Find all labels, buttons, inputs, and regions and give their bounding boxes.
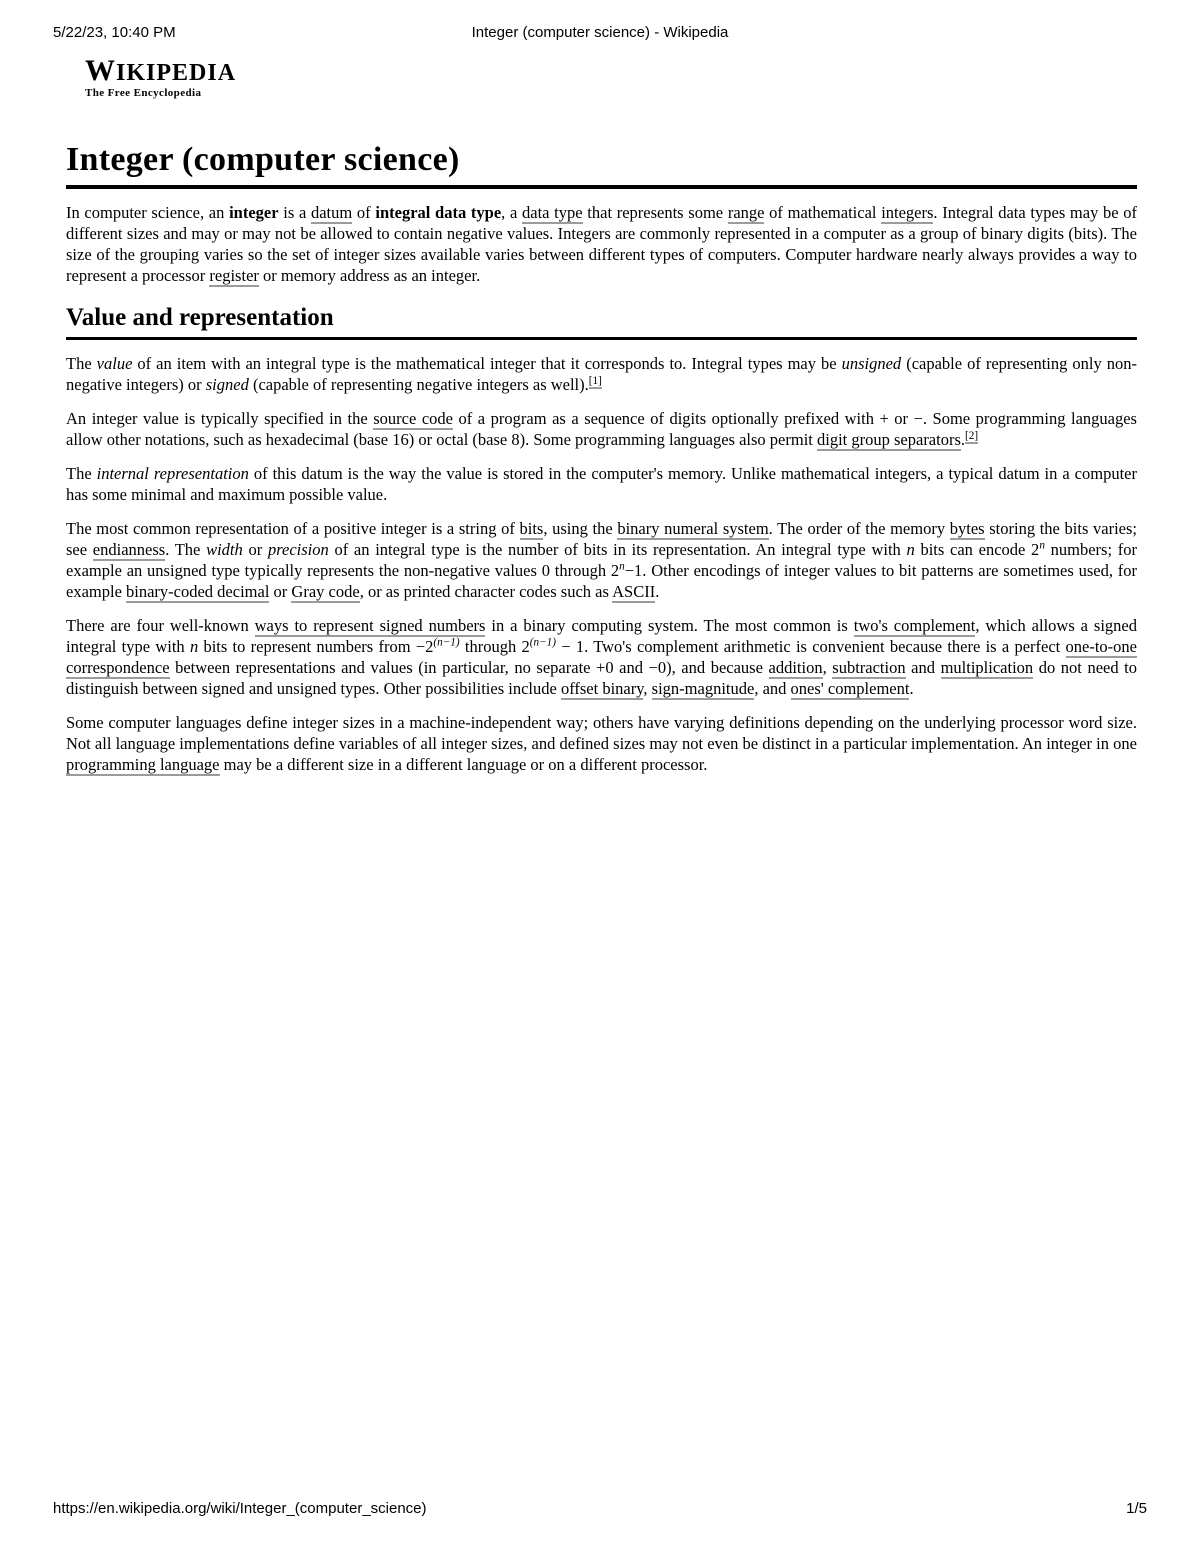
- exponent-text: n: [1039, 539, 1045, 552]
- text-span: . The order of the memory: [768, 519, 950, 538]
- text-span: . Integral data types may be of different sizes and may or may not be allowed to contain negative values. Integers are commonly represented in a computer as a group of binary digits (bits). The size of the grouping varies so the set of integer sizes available varies between different types of computers. Computer hardware nearly always provides a way to represent a processor: [66, 203, 1138, 285]
- text-span: is a: [278, 203, 311, 222]
- text-span: (capable of representing only non-negative integers) or: [66, 354, 1137, 394]
- text-span: − 1. Two's complement arithmetic is convenient because there is a perfect: [556, 637, 1066, 656]
- link-bits[interactable]: bits: [519, 519, 544, 538]
- wikipedia-wordmark: WIKIPEDIA: [85, 54, 237, 87]
- text-span: or: [242, 540, 268, 559]
- link-integers[interactable]: integers: [881, 203, 934, 222]
- reference-link-1[interactable]: [1]: [588, 374, 602, 387]
- paragraph-language-sizes: [66, 712, 1137, 775]
- link-source-code[interactable]: source code: [373, 409, 453, 428]
- link-offset-binary[interactable]: offset binary: [560, 679, 644, 698]
- text-span: of an item with an integral type is the mathematical integer that it corresponds to. Integral types may be: [132, 354, 842, 373]
- text-span: , using the: [543, 519, 618, 538]
- link-binary-coded-decimal[interactable]: binary-coded decimal: [126, 582, 270, 601]
- text-span: Some computer languages define integer sizes in a machine-independent way; others have varying definitions depending on the underlying processor word size. Not all language implementations define variables of all integer sizes, and defined sizes may not even be distinct in a particular implementation. An integer in one: [66, 713, 1137, 753]
- reference-sup: [589, 375, 602, 389]
- footer-url: https://en.wikipedia.org/wiki/Integer_(computer_science): [53, 1500, 427, 1517]
- text-span: of mathematical: [764, 203, 882, 222]
- text-span: numbers; for example an unsigned type typically represents the non-negative values 0 through 2: [66, 540, 1137, 580]
- text-span: through 2: [459, 637, 530, 656]
- paragraph-value: [66, 353, 1137, 395]
- print-page-title: Integer (computer science) - Wikipedia: [471, 24, 729, 41]
- link-sign-magnitude[interactable]: sign-magnitude: [651, 679, 755, 698]
- link-programming-language[interactable]: programming language: [66, 755, 220, 774]
- print-datetime: 5/22/23, 10:40 PM: [53, 24, 176, 41]
- link-gray-code[interactable]: Gray code: [291, 582, 360, 601]
- text-span: do not need to distinguish between signed and unsigned types. Other possibilities include: [66, 658, 1138, 698]
- section-heading-value-and-representation: Value and representation: [66, 303, 1137, 340]
- text-span: bits can encode 2: [914, 540, 1040, 559]
- paragraph-source-code: [66, 408, 1137, 450]
- link-ones-complement[interactable]: ones' complement: [790, 679, 910, 698]
- italic-text: n: [189, 637, 199, 656]
- link-ascii[interactable]: ASCII: [612, 582, 656, 601]
- link-digit-group-separators[interactable]: digit group separators: [817, 430, 961, 449]
- text-span: or: [269, 582, 292, 601]
- italic-text: unsigned: [841, 354, 902, 373]
- exponent-text: n: [619, 560, 625, 573]
- link-endianness[interactable]: endianness: [92, 540, 166, 559]
- text-span: that represents some: [582, 203, 728, 222]
- text-span: In computer science, an: [66, 203, 230, 222]
- bold-text: integral data type: [375, 203, 502, 222]
- text-span: between representations and values (in particular, no separate +0 and −0), and because: [169, 658, 769, 677]
- paragraph-signed-numbers: [66, 615, 1137, 699]
- link-register[interactable]: register: [209, 266, 259, 285]
- reference-sup: [965, 430, 978, 444]
- link-ways-to-represent-signed-numbers[interactable]: ways to represent signed numbers: [254, 616, 486, 635]
- text-span: The: [66, 464, 97, 483]
- text-span: The: [66, 354, 97, 373]
- italic-text: signed: [205, 375, 249, 394]
- bold-text: integer: [229, 203, 279, 222]
- text-span: −1. Other encodings of integer values to bit patterns are sometimes used, for example: [66, 561, 1138, 601]
- text-span: ,: [822, 658, 833, 677]
- link-binary-numeral-system[interactable]: binary numeral system: [617, 519, 769, 538]
- paragraph-common-representation: [66, 518, 1137, 602]
- link-two-s-complement[interactable]: two's complement: [853, 616, 976, 635]
- paragraph-internal-representation: [66, 463, 1137, 505]
- exponent-text: (n−1): [433, 636, 460, 649]
- italic-text: value: [96, 354, 133, 373]
- link-subtraction[interactable]: subtraction: [832, 658, 906, 677]
- reference-link-2[interactable]: [2]: [965, 429, 979, 442]
- link-data-type[interactable]: data type: [522, 203, 583, 222]
- text-span: , which allows a signed integral type with: [66, 616, 1138, 656]
- print-header: [53, 24, 1147, 44]
- link-addition[interactable]: addition: [768, 658, 823, 677]
- link-bytes[interactable]: bytes: [949, 519, 985, 538]
- text-span: of a program as a sequence of digits optionally prefixed with + or −. Some programming languages allow other notations, such as hexadecimal (base 16) or octal (base 8). Some programming languages also permit: [66, 409, 1137, 449]
- link-one-to-one-correspondence[interactable]: one-to-one correspondence: [66, 637, 1137, 677]
- text-span: of an integral type is the number of bits in its representation. An integral type with: [328, 540, 907, 559]
- text-span: may be a different size in a different language or on a different processor.: [219, 755, 708, 774]
- link-range[interactable]: range: [727, 203, 765, 222]
- text-span: .: [909, 679, 914, 698]
- text-span: or memory address as an integer.: [258, 266, 481, 285]
- text-span: , or as printed character codes such as: [359, 582, 613, 601]
- intro-paragraph: [66, 202, 1137, 286]
- wikipedia-tagline: The Free Encyclopedia: [85, 87, 202, 99]
- text-span: and: [905, 658, 941, 677]
- text-span: (capable of representing negative integers as well).: [248, 375, 589, 394]
- text-span: , a: [501, 203, 522, 222]
- italic-text: n: [906, 540, 915, 559]
- link-multiplication[interactable]: multiplication: [940, 658, 1034, 677]
- text-span: .: [655, 582, 660, 601]
- text-span: storing the bits varies; see: [66, 519, 1137, 559]
- text-span: of this datum is the way the value is stored in the computer's memory. Unlike mathematical integers, a typical datum in a computer has some minimal and maximum possible value.: [66, 464, 1137, 504]
- wikipedia-logo: [85, 54, 237, 99]
- link-datum[interactable]: datum: [310, 203, 353, 222]
- text-span: in a binary computing system. The most common is: [485, 616, 854, 635]
- text-span: An integer value is typically specified in the: [66, 409, 374, 428]
- text-span: There are four well-known: [66, 616, 255, 635]
- text-span: of: [352, 203, 376, 222]
- text-span: , and: [754, 679, 791, 698]
- text-span: ,: [643, 679, 652, 698]
- footer-page-number: 1/5: [1126, 1500, 1147, 1517]
- text-span: .: [960, 430, 966, 449]
- text-span: . The: [165, 540, 207, 559]
- print-footer: [53, 1500, 1147, 1517]
- italic-text: internal representation: [96, 464, 249, 483]
- exponent-text: (n−1): [529, 636, 557, 649]
- text-span: The most common representation of a positive integer is a string of: [66, 519, 520, 538]
- italic-text: precision: [267, 540, 329, 559]
- article-title: Integer (computer science): [66, 140, 1137, 189]
- italic-text: width: [206, 540, 243, 559]
- text-span: bits to represent numbers from −2: [198, 637, 434, 656]
- article-content: [66, 140, 1137, 775]
